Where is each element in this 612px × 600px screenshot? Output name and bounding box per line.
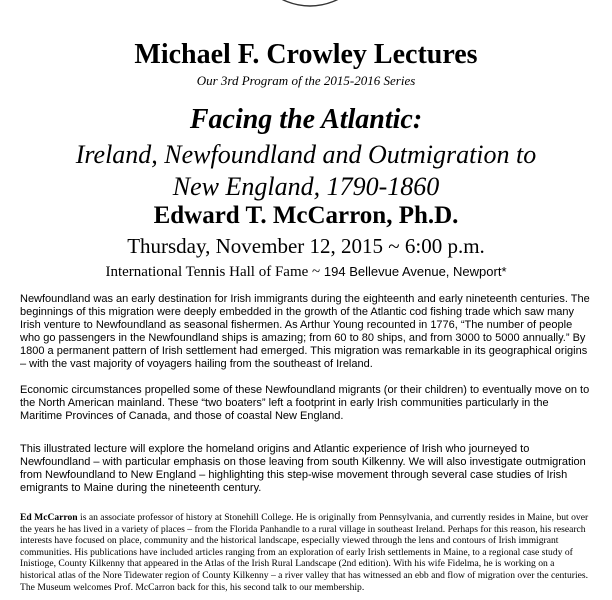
paragraph-lecture-overview: This illustrated lecture will explore the homeland origins and Atlantic experience of Irish who journeyed to Newfoundland – with particular emphasis on those leaving from south Kilkenny. We will also investigate outmigration from Newfoundland to New England – highlighting this step-wise movement through several case studies of Irish emigrants to Maine during the nineteenth century. [20, 443, 586, 494]
series-title: Michael F. Crowley Lectures [134, 39, 478, 70]
lecture-subtitle-line-2: New England, 1790-1860 [172, 172, 440, 201]
venue-address: 194 Bellevue Avenue, Newport* [323, 264, 507, 279]
lecture-subtitle [0, 139, 612, 203]
speaker-name: Edward T. McCarron, Ph.D. [153, 202, 459, 229]
event-venue [0, 262, 612, 282]
lecture-title: Facing the Atlantic: [189, 104, 423, 135]
program-subtitle: Our 3rd Program of the 2015-2016 Series [196, 73, 416, 88]
bio-name: Ed McCarron [20, 512, 78, 523]
speaker-bio [20, 512, 592, 593]
lecture-subtitle-line-1: Ireland, Newfoundland and Outmigration to [75, 140, 537, 169]
venue-name: International Tennis Hall of Fame ~ [105, 264, 324, 280]
event-date-time: Thursday, November 12, 2015 ~ 6:00 p.m. [127, 234, 485, 258]
paragraph-economic: Economic circumstances propelled some of these Newfoundland migrants (or their children) to eventually move on to the North American mainland. These “two boaters” left a footprint in early Irish communities particularly in the Maritime Provinces of Canada, and those of coastal New England. [20, 384, 590, 422]
museum-seal-logo [246, 0, 374, 14]
bio-text: is an associate professor of history at Stonehill College. He is originally from Pennsylvania, and currently resides in Maine, but over the years he has lived in a variety of places – from the Florida Panhandle to a rural village in southeast Ireland. Perhaps for this reason, his research interests have focused on place, community and the historical landscape, especially viewed through the lens and contours of Irish immigrant communities. His publications have included articles ranging from an exploration of early Irish settlements in Maine, to a regional case study of Inistioge, County Kilkenny that appeared in the Atlas of the Irish Rural Landscape (2nd edition). With his wife Fidelma, he is working on a historical atlas of the Nore Tidewater region of County Kilkenny – a river valley that has witnessed an ebb and flow of migration over the centuries. The Museum welcomes Prof. McCarron back for this, his second talk to our membership. [20, 512, 589, 593]
paragraph-newfoundland: Newfoundland was an early destination for Irish immigrants during the eighteenth and early nineteenth centuries. The beginnings of this migration were deeply embedded in the growth of the Atlantic cod fishing trade which saw many Irish venture to Newfoundland as seasonal fishermen. As Arthur Young recounted in 1776, “The number of people who go passengers in the Newfoundland ships is amazing; from 60 to 80 ships, and from 3000 to 5000 annually.” By 1800 a permanent pattern of Irish settlement had emerged. This migration was remarkable in its geographical origins – with the vast majority of voyagers hailing from the southeast of Ireland. [20, 293, 590, 370]
